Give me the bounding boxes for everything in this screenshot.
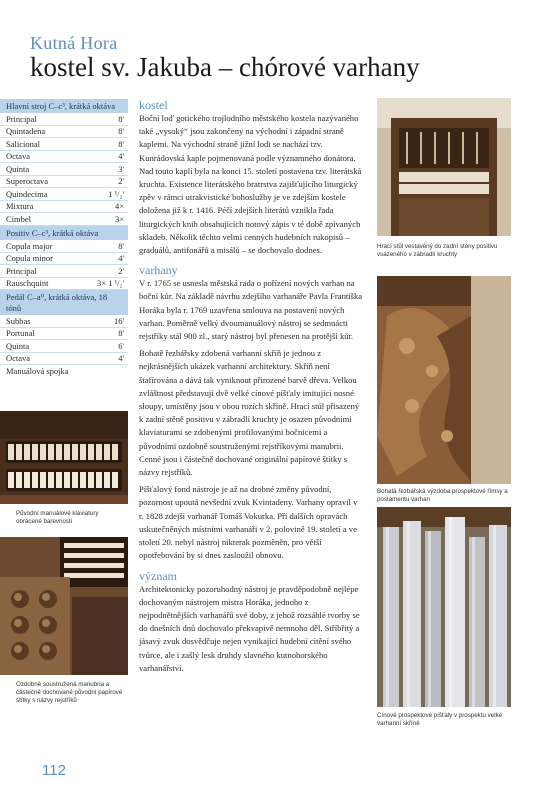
stop-name: Principal (6, 265, 37, 276)
stop-size: 1 ¹/₂' (108, 188, 124, 199)
positive-header: Positiv C–c³, krátká oktáva (0, 226, 128, 240)
stop-row (0, 138, 128, 151)
stop-name: Quinta (6, 163, 30, 174)
stop-row (0, 126, 128, 139)
stop-size: 3× (114, 213, 124, 224)
caption-console: Hrací stůl vestavěný do zadní stěny positivu vsazeného v zábradlí kruchty (377, 243, 498, 258)
page-number: 112 (42, 762, 66, 779)
caption-carvings: Bohatá řezbářská výzdoba prospektové římsy a postamentu varhan (377, 488, 508, 503)
stop-name: Copula major (6, 240, 53, 251)
stop-row (0, 176, 128, 189)
stop-size: 8' (118, 126, 124, 137)
stop-size: 16' (113, 315, 124, 326)
paragraph: Architektonicky pozoruhodný nástroj je pravděpodobně nejlépe dochovaným nástrojem mistra Horáka, jednoho z nejpodnětnějších varhanářů své doby, z jehož rozsáhlé tvorby se do dnešních dnů dochovalo překvapivě nemnoho děl. Stříbřitý a jásavý zvuk dosvědčuje nejen vynikající hudební cítění svého tvůrce, ale i zašlý lesk druhdy slavného kutnohorského varhanářství. (139, 583, 360, 673)
stop-row (0, 353, 128, 366)
main-text (139, 98, 364, 679)
stop-name: Octava (6, 353, 31, 364)
photo-console (377, 98, 511, 236)
photo-pipes (377, 507, 511, 707)
section-heading-varhany: varhany (139, 263, 178, 278)
stop-row (0, 213, 128, 226)
stop-name: Portunal (6, 328, 35, 339)
section-heading-kostel: kostel (139, 98, 168, 112)
stop-name: Quinta (6, 340, 30, 351)
stop-row (0, 265, 128, 278)
stop-name: Quindecima (6, 188, 48, 199)
stop-name: Rauschquint (6, 278, 49, 289)
paragraph: V r. 1765 se usnesla městská rada o pořízení nových varhan na boční kůr. Na základě návrhu zdejšího varhanáře Pavla Františka Horáka byla r. 1769 uzavřena smlouva na postavení nových varhan. Poměrně velký dvoumanuálový nástroj se sedmnácti rejstříky stál 900 zl., starý nástroj byl přenesen na protější kůr. (139, 278, 363, 342)
stop-row (0, 151, 128, 164)
stop-size: 4' (118, 253, 124, 264)
pedal-header: Pedál C–a⁰, krátká oktáva, 18 tónů (0, 290, 128, 315)
stop-size: 4' (118, 353, 124, 364)
stop-name: Cimbel (6, 213, 32, 224)
stop-name: Copula minor (6, 253, 53, 264)
stop-size: 8' (118, 138, 124, 149)
stop-row (0, 240, 128, 253)
coupler: Manuálová spojka (6, 365, 69, 376)
stop-row (0, 278, 128, 291)
stop-row (0, 315, 128, 328)
stop-list (0, 99, 128, 377)
paragraph: Boční loď gotického trojlodního městského kostela nazývaného také „vysoký“ jsou zakončeny na východní i západní straně kaplemi. Na východní straně jižní lodi se nachází tzv. Kunrádovská kaple pojmenovaná podle významného donátora. Nad touto kaplí byla na konci 15. století postavena tzv. literátská kruchta. Existence literátského bratrstva zajišťujícího liturgický zpěv v rámci utrakvistické bohoslužby je ve zdejším kostele doložena již k r. 1416. Péčí zdejších literátů vznikla řada liturgických knih obsahujících notový zápis v té době zpívaných skladeb. Několik těchto velmi cenných hudebních rukopisů – graduálů, antifonářů a misálů – se dochovalo dodnes. (139, 113, 362, 256)
stop-row (0, 328, 128, 341)
manual-header: Hlavní stroj C–c³, krátká oktáva (0, 99, 128, 113)
caption-stop-knobs: Ozdobně soustružená manubria a částečně dochované původní papírové štítky s názvy rejstříků (16, 681, 123, 704)
stop-row (0, 113, 128, 126)
stop-row (0, 188, 128, 201)
stop-row (0, 340, 128, 353)
stop-name: Quintadena (6, 126, 46, 137)
stop-name: Octava (6, 151, 31, 162)
paragraph: Píšťalový fond nástroje je až na drobné změny původní, pozornost upoutá nevšední zvuk Kvintadeny. Varhany opravil v r. 1828 zdejší varhanář Tomáš Vokurka. Při dalších opravách uskutečněných místními varhanáři v 2. polovině 19. století a ve století 20. nebyl nástroj nikterak pozměněn, pro větší opotřebování by si dnes zasloužil obnovu. (139, 484, 358, 561)
stop-name: Subbas (6, 315, 31, 326)
stop-size: 8' (118, 328, 124, 339)
stop-size: 6' (118, 340, 124, 351)
photo-stop-knobs (0, 537, 128, 675)
page-title: kostel sv. Jakuba – chórové varhany (30, 52, 420, 82)
photo-keyboards (0, 411, 128, 504)
photo-carvings (377, 276, 511, 484)
stop-row (0, 201, 128, 214)
section-heading-vyznam: význam (139, 568, 177, 583)
stop-name: Superoctava (6, 176, 49, 187)
stop-name: Mixtura (6, 201, 34, 212)
stop-size: 4' (118, 151, 124, 162)
caption-pipes: Cínové prospektové píšťaly v prospektu velké varhanní skříně (377, 712, 503, 727)
stop-size: 3' (118, 163, 124, 174)
stop-name: Principal (6, 113, 37, 124)
town-name: Kutná Hora (30, 33, 118, 53)
paragraph: Bohatě řezbářsky zdobená varhanní skříň je jednou z nejkrásnějších ukázek varhanní architektury. Skříň není štafírována a dává tak vyniknout přirozené barvě dřeva. Velkou zvláštnost představují dvě velké cínové píšťaly imitující nosné sloupy, umístěny jsou v obou rozích skříně. Hrací stůl přisazený k zadní stěně positivu v zábradlí kruchty je osazen původními klaviaturami se zdobenými profilovanými bočnicemi a původními ozdobně soustruženými rejstříkovými manubrii. Cenné jsou i částečně dochované originální papírové štítky s názvy rejstříků. (139, 348, 360, 478)
stop-size: 4× (114, 201, 124, 212)
stop-size: 8' (118, 113, 124, 124)
stop-row (0, 163, 128, 176)
stop-size: 3× 1 ¹/₂' (97, 278, 124, 289)
stop-row (0, 253, 128, 266)
stop-size: 2' (118, 176, 124, 187)
caption-keyboards: Původní manuálové klaviatury obrácené barevnosti (16, 510, 99, 525)
stop-name: Salicional (6, 138, 40, 149)
stop-size: 8' (118, 240, 124, 251)
stop-size: 2' (118, 265, 124, 276)
